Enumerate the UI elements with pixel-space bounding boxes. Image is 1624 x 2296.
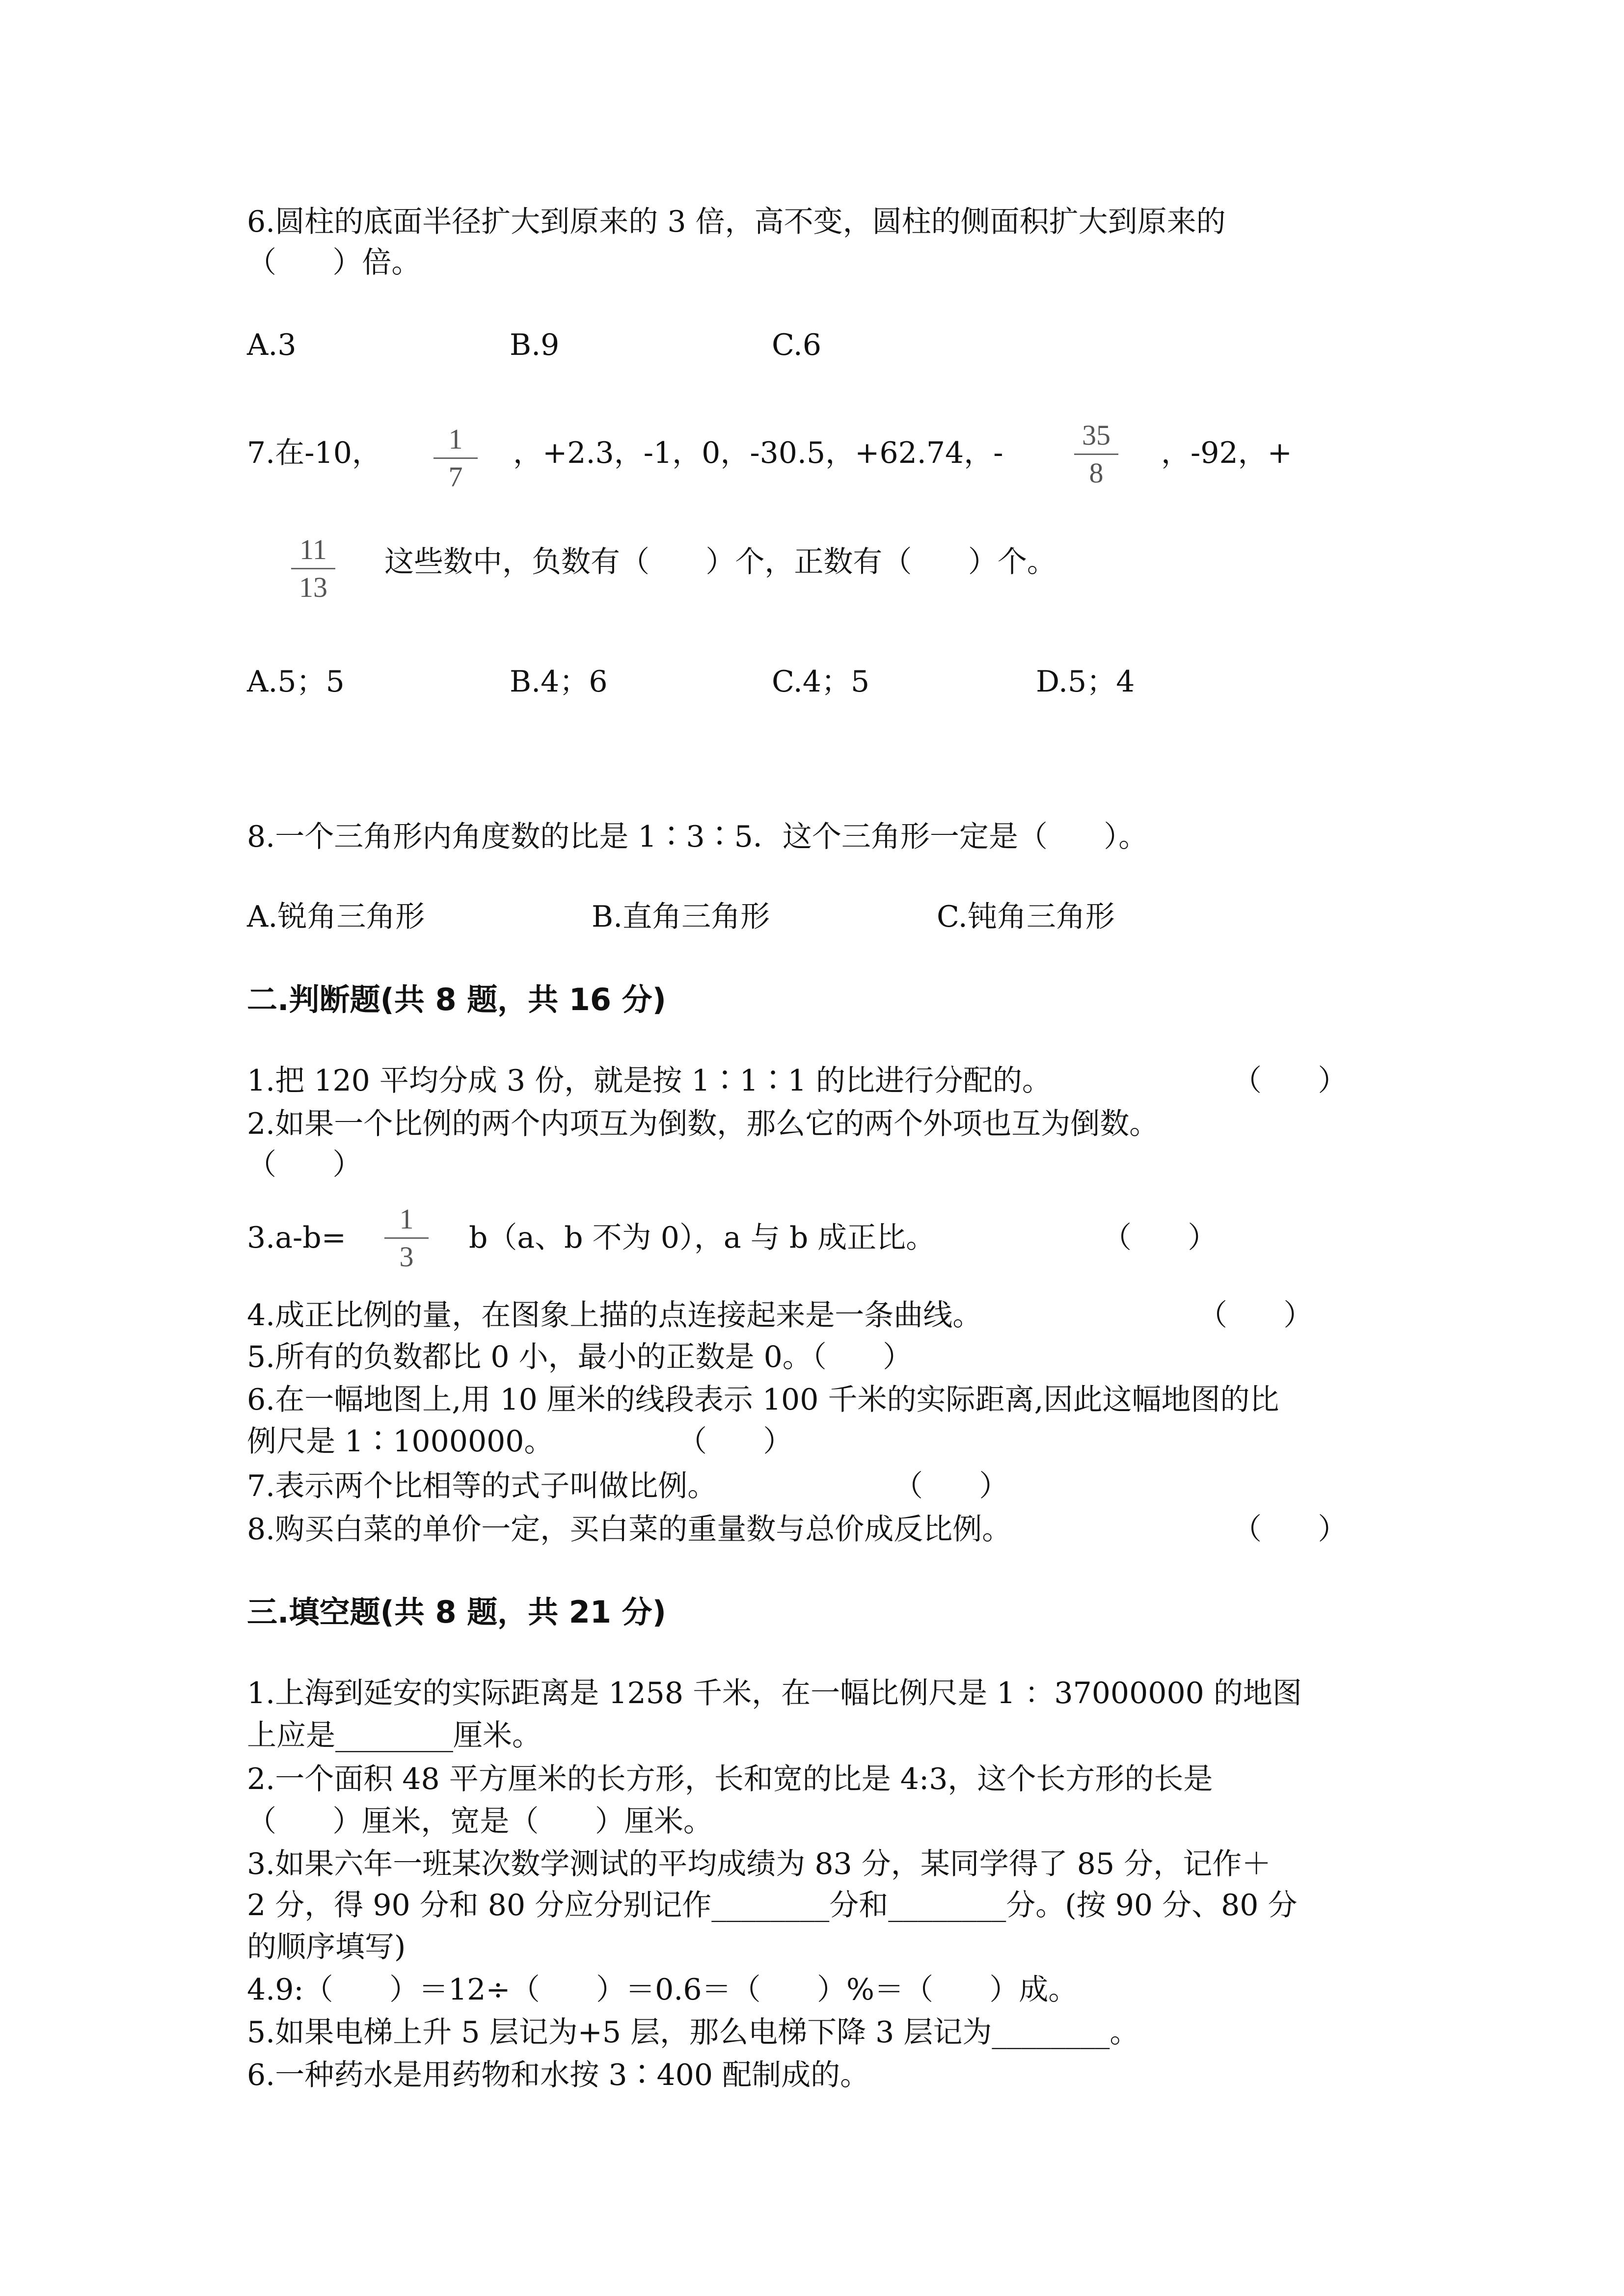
fraction-bar bbox=[291, 568, 335, 569]
fill-q1-line1: 1.上海到延安的实际距离是 1258 千米，在一幅比例尺是 1 ：37000000 的地图 bbox=[247, 1676, 1302, 1710]
judge-q7-answer-paren: （ ） bbox=[893, 1469, 1009, 1503]
mc-q7-option-d: D.5；4 bbox=[1036, 665, 1135, 699]
fill-q4-text: 4.9:（ ）＝12÷（ ）＝0.6＝（ ）%＝（ ）成。 bbox=[247, 1973, 1078, 2007]
fraction-bar bbox=[433, 457, 478, 459]
fraction-bar bbox=[384, 1237, 429, 1239]
fraction-denominator: 8 bbox=[1089, 457, 1104, 489]
fraction-denominator: 7 bbox=[448, 461, 463, 493]
mc-q7-option-c: C.4；5 bbox=[772, 665, 870, 699]
mc-q6-option-a: A.3 bbox=[247, 328, 297, 362]
judge-q6-line2: 例尺是 1∶1000000。 bbox=[247, 1424, 554, 1459]
mc-q7-option-a: A.5；5 bbox=[247, 665, 345, 699]
fraction-denominator: 13 bbox=[299, 571, 327, 603]
fill-q5-text: 5.如果电梯上升 5 层记为+5 层，那么电梯下降 3 层记为________。 bbox=[247, 2015, 1139, 2050]
judge-q3-part1: 3.a-b= bbox=[247, 1221, 346, 1255]
mc-q7-part3: ，-92，+ bbox=[1161, 436, 1292, 470]
mc-q6-line1: 6.圆柱的底面半径扩大到原来的 3 倍，高不变，圆柱的侧面积扩大到原来的 bbox=[247, 205, 1226, 239]
fill-q3-line3: 的顺序填写) bbox=[247, 1930, 406, 1964]
mc-q7-fraction-1 bbox=[429, 425, 483, 491]
judge-q4-answer-paren: （ ） bbox=[1198, 1298, 1313, 1333]
judge-q8-text: 8.购买白菜的单价一定，买白菜的重量数与总价成反比例。 bbox=[247, 1512, 1012, 1547]
section-heading-fill: 三.填空题(共 8 题，共 21 分) bbox=[247, 1594, 666, 1630]
section-heading-judge: 二.判断题(共 8 题，共 16 分) bbox=[247, 982, 666, 1017]
judge-q5-text: 5.所有的负数都比 0 小，最小的正数是 0。（ ） bbox=[247, 1340, 913, 1374]
fill-q2-line2: （ ）厘米，宽是（ ）厘米。 bbox=[247, 1804, 713, 1839]
mc-q7-option-b: B.4；6 bbox=[510, 665, 608, 699]
mc-q7-part4: 这些数中，负数有（ ）个，正数有（ ）个。 bbox=[384, 545, 1056, 579]
judge-q1-text: 1.把 120 平均分成 3 份，就是按 1∶1∶1 的比进行分配的。 bbox=[247, 1064, 1052, 1098]
mc-q7-part2: ，+2.3，-1，0，-30.5，+62.74，- bbox=[513, 436, 1003, 470]
fraction-numerator: 11 bbox=[299, 534, 327, 565]
mc-q7-part1: 7.在-10， bbox=[247, 436, 381, 470]
mc-q6-line2: （ ）倍。 bbox=[247, 245, 421, 280]
judge-q2-answer-paren: （ ） bbox=[247, 1148, 362, 1182]
judge-q1-answer-paren: （ ） bbox=[1232, 1064, 1348, 1098]
mc-q8-option-b: B.直角三角形 bbox=[592, 900, 770, 934]
fill-q3-line1: 3.如果六年一班某次数学测试的平均成绩为 83 分，某同学得了 85 分，记作＋ bbox=[247, 1847, 1272, 1881]
fraction-denominator: 3 bbox=[399, 1241, 414, 1273]
judge-q6-answer-paren: （ ） bbox=[677, 1424, 793, 1459]
judge-q8-answer-paren: （ ） bbox=[1232, 1512, 1348, 1547]
fill-q6-text: 6.一种药水是用药物和水按 3∶400 配制成的。 bbox=[247, 2058, 870, 2092]
mc-q8-text: 8.一个三角形内角度数的比是 1∶3∶5．这个三角形一定是（ ）。 bbox=[247, 820, 1148, 854]
fill-q3-line2: 2 分，得 90 分和 80 分应分别记作________分和________分。(按 90 分、80 分 bbox=[247, 1888, 1298, 1922]
fraction-numerator: 35 bbox=[1082, 419, 1110, 451]
mc-q6-option-b: B.9 bbox=[510, 328, 560, 362]
mc-q6-option-c: C.6 bbox=[772, 328, 822, 362]
fraction-bar bbox=[1074, 454, 1118, 455]
fill-q2-line1: 2.一个面积 48 平方厘米的长方形，长和宽的比是 4:3，这个长方形的长是 bbox=[247, 1762, 1213, 1796]
mc-q8-option-a: A.锐角三角形 bbox=[247, 900, 425, 934]
judge-q3-part2: b（a、b 不为 0），a 与 b 成正比。 bbox=[469, 1221, 936, 1255]
judge-q7-text: 7.表示两个比相等的式子叫做比例。 bbox=[247, 1469, 717, 1503]
mc-q8-option-c: C.钝角三角形 bbox=[937, 900, 1115, 934]
judge-q6-line1: 6.在一幅地图上,用 10 厘米的线段表示 100 千米的实际距离,因此这幅地图的比 bbox=[247, 1383, 1279, 1417]
judge-q4-text: 4.成正比例的量，在图象上描的点连接起来是一条曲线。 bbox=[247, 1298, 982, 1333]
fill-q1-line2: 上应是________厘米。 bbox=[247, 1718, 541, 1753]
fraction-numerator: 1 bbox=[448, 423, 463, 455]
fraction-numerator: 1 bbox=[399, 1203, 414, 1235]
mc-q7-fraction-2 bbox=[1069, 421, 1123, 487]
judge-q3-answer-paren: （ ） bbox=[1102, 1221, 1218, 1255]
judge-q3-fraction bbox=[379, 1205, 433, 1271]
judge-q2-line1: 2.如果一个比例的两个内项互为倒数，那么它的两个外项也互为倒数。 bbox=[247, 1107, 1159, 1141]
mc-q7-fraction-3 bbox=[286, 535, 340, 602]
